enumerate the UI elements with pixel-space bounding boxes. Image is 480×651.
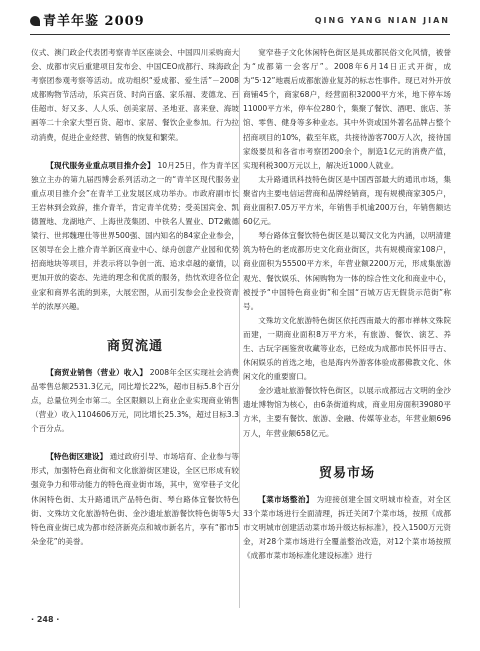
paragraph bbox=[243, 493, 451, 563]
paragraph: 琴台路体宜餐饮特色街区是以蜀汉文化为内涵，以明清建筑为特色的老成都历史文化商业街区，共有规模商家108户，商业面积为55500平方米，年营业额2200万元，形成集旅游观光、餐饮娱乐、休闲购物为一体的综合性文化和商业中心，被授予“中国特色商业街”和全国“百城万店无假货示范街”称号。 bbox=[243, 231, 451, 311]
paragraph-heading: 【现代服务业重点项目推介会】 bbox=[46, 160, 155, 170]
paragraph: 文殊坊文化旅游特色街区依托西南最大的都市禅林文殊院而建，一期商业面积8万平方米，有旅游、餐饮、演艺、养生、古玩字画鉴赏收藏等业态，已经成为成都市民怀旧寻古、休闲娱乐的首选之地，也是海内外游客体验成都佛教文化、休闲文化的重要窗口。 bbox=[243, 315, 451, 382]
paragraph: 仪式、澳门政企代表团考察青羊区座谈会、中国四川采购商大会、成都市灾后重建项目发布会、中国CEO成都行、珠海政企考察团参观考察等活动。成功组织“爱成都、爱生活”－2008成都购物节活动，乐宾百货、时尚百盛、家乐福、麦德龙、百佳超市、好又多、人人乐、创美家居、圣地亚、喜来登、海坡画等二十余家大型百货、超市、家居、餐饮企业参加。行为拉动消费，促进企业经营、销售的恢复和繁荣。 bbox=[31, 48, 239, 142]
paragraph-text: 为迎接创建全国文明城市检查，对全区33个菜市场进行全面清理，拆迁关闭7个菜市场，按照《成都市文明城市创建活动菜市场升级达标标准》，投入1500万元资金，对28个菜市场进行全覆盖整治改造，对12个菜市场按照《成都市菜市场标准化建设标准》进行 bbox=[243, 494, 452, 561]
leaf-logo-icon bbox=[30, 16, 40, 26]
paragraph-heading: 【商贸业销售（营业）收入】 bbox=[46, 367, 148, 377]
paragraph-text: 10月25日，作为青羊区独立主办的第九届西博会系列活动之一的“青羊区现代服务业重点项目推介会”在青羊工业发展区成功举办。市政府副市长王岩林到会致辞，推介青羊，肯定青羊优势；受美国宾金、凯德置地、龙湖地产、上海世茂集团、中铁名人置业、DT2戴德梁行、世邦魏理仕等世界500强、国内知名的84家企业参会，区领导在会上推介青羊新区商业中心、绿舟创意产业园和优势招商地块等项目，并表示将以争创一流、追求卓越的豪情，以更加开放的姿态、先进的理念和优质的服务，热忱欢迎各位企业家和商界名流的到来，大展宏图，从而引发参会企业投资青羊的浓厚兴趣。 bbox=[31, 160, 240, 311]
header-rule bbox=[30, 34, 450, 35]
page-header bbox=[0, 0, 480, 36]
header-romaji: QING YANG NIAN JIAN bbox=[314, 16, 450, 25]
paragraph: 宽窄巷子文化休闲特色街区是具成都民俗文化风情，被誉为“成都第一会客厅”。2008年6月14日正式开街，成为“5·12”地震后成都旅游业复苏的标志性事件。现已对外开放商铺45个，商家68户，经营面积32000平方米，地下停车场11000平方米，停车位280个，集聚了餐饮、酒吧、旅店、茶馆、零售、健身等多种业态。其中外资或国外著名品牌占整个招商项目的10%，截至年底，共接待游客700万人次，接待国家级要员和各省市考察团200余个，制造1亿元的消费产值，实现利税300万元以上，解决近1000人就业。 bbox=[243, 48, 451, 170]
paragraph-text: 通过政府引导、市场培育、企业参与等形式，加强特色商业街和文化旅游街区建设，全区已形成有较强竞争力和带动能力的特色商业街市场，其中，宽窄巷子文化休闲特色街、太升路通讯产品特色街、琴台路体宜餐饮特色街、文殊坊文化旅游特色街、金沙遗址旅游餐饮特色街等5大特色商业街已成为都市经济新亮点和城市新名片，享有“都市5朵金花”的美誉。 bbox=[31, 452, 240, 546]
paragraph-text: 2008年全区实现社会消费品零售总额2531.3亿元，同比增长22%，超市目标5.8个百分点，总量位列全市第二。全区限额以上商业企业实现商业销售（营业）收入1104606万元，同比增长25.3%，超过目标3.3个百分点。 bbox=[31, 367, 239, 434]
paragraph: 太升路通讯科技特色街区是中国西部最大的通讯市场，集聚省内主要电信运营商和品牌经销商，现有规模商家305户，商业面积7.05万平方米，年销售手机逾200万台，年销售额达60亿元。 bbox=[243, 174, 451, 227]
paragraph bbox=[31, 159, 239, 314]
yearbook-logo bbox=[30, 10, 145, 29]
paragraph bbox=[31, 450, 239, 549]
column-divider bbox=[239, 48, 240, 608]
section-title: 贸易市场 bbox=[318, 465, 375, 481]
section-title: 商贸流通 bbox=[106, 338, 163, 354]
logo-text: 青羊年鉴 2009 bbox=[43, 14, 145, 29]
paragraph-heading: 【菜市场整治】 bbox=[258, 494, 314, 504]
paragraph: 金沙遗址旅游餐饮特色街区，以展示成都远古文明的金沙遗址博物馆为核心，由6条街道构成，商业用房面积39080平方米，主要有餐饮、旅游、金融、传媒等业态，年营业额696万人，年营业额658亿元。 bbox=[243, 386, 451, 438]
page-number: · 248 · bbox=[31, 615, 60, 624]
paragraph bbox=[31, 366, 239, 436]
right-column bbox=[243, 46, 451, 563]
left-column bbox=[31, 46, 239, 549]
paragraph-heading: 【特色街区建设】 bbox=[46, 452, 108, 462]
